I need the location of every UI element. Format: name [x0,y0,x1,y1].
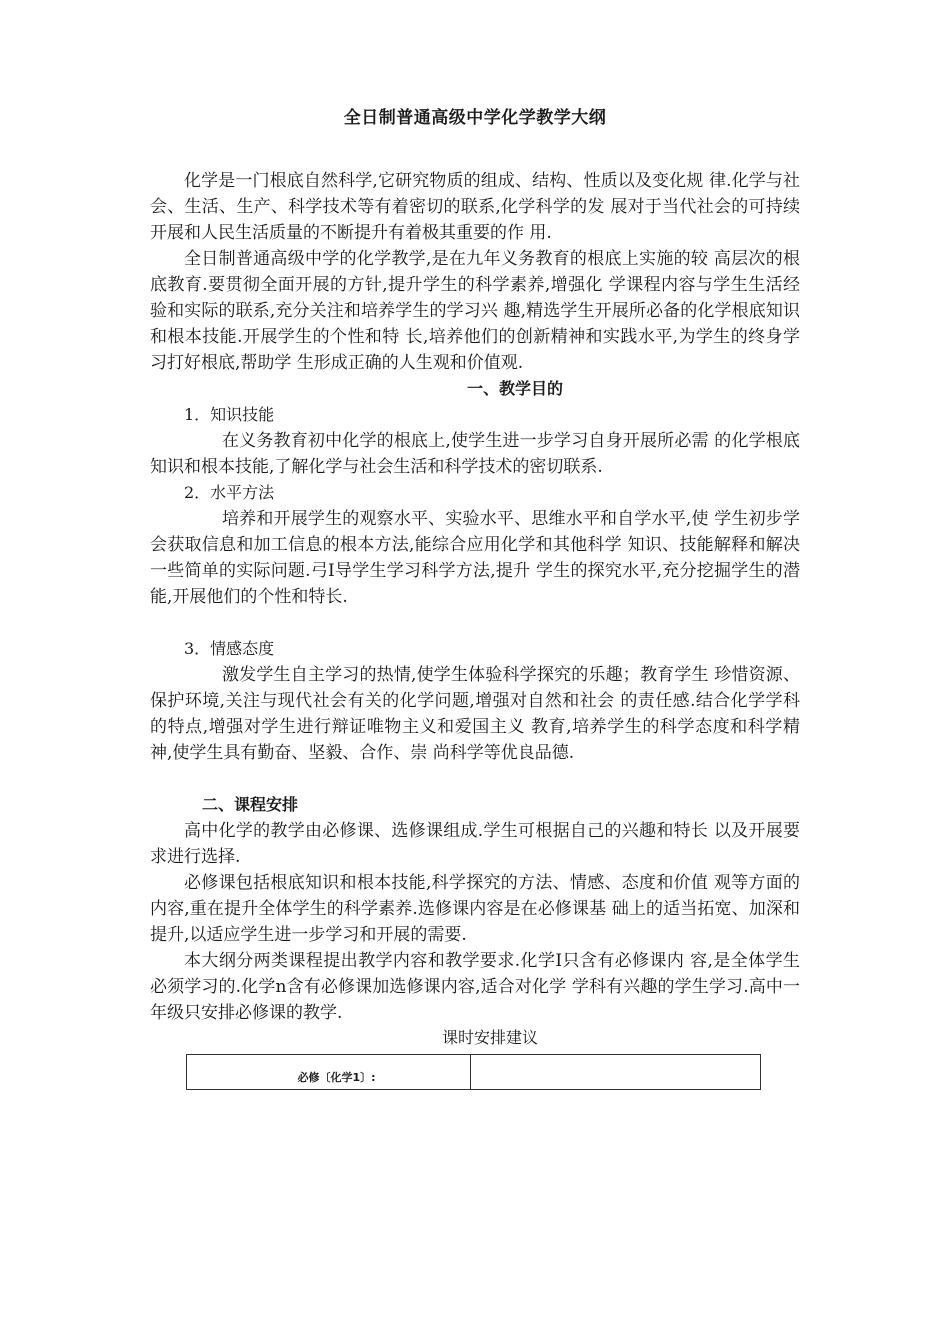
spacer [150,766,800,792]
document-title: 全日制普通高级中学化学教学大纲 [343,108,607,128]
paragraph-emotion-attitude: 激发学生自主学习的热情,使学生体验科学探究的乐趣；教育学生 珍惜资源、保护环境,关注与现代社会有关的化学问题,增强对自然和社会 的责任感.结合化学学科的特点,增强对学生进行辩证唯物主义和爱国主义 教育,培养学生的科学态度和科学精神,使学生具有勤奋、坚毅、合作、崇 尚科学等优良品德. [150,665,800,763]
spacer [150,610,800,636]
paragraph-knowledge-skills: 在义务教育初中化学的根底上,使学生进一步学习自身开展所必需 的化学根底知识和根本技能,了解化学与社会生活和科学技术的密切联系. [150,431,800,477]
course-paragraph-1: 高中化学的教学由必修课、选修课组成.学生可根据自己的兴趣和特长 以及开展要求进行选择. [150,821,800,867]
intro-paragraph-1: 化学是一门根底自然科学,它研究物质的组成、结构、性质以及变化规 律.化学与社会、生活、生产、科学技术等有着密切的联系,化学科学的发 展对于当代社会的可持续开展和人民生活质量的不断提升有着极其重要的作 用. [150,171,800,243]
table-cell [471,1055,761,1090]
section-heading-teaching-goals: 一、教学目的 [466,379,563,398]
section-heading-course-arrangement: 二、课程安排 [202,795,299,814]
subheading-knowledge-skills: 1．知识技能 [184,405,275,424]
course-paragraph-3: 本大纲分两类课程提出教学内容和教学要求.化学I只含有必修课内 容,是全体学生必须学习的.化学n含有必修课加选修课内容,适合对化学 学科有兴趣的学生学习.高中一年级只安排必修课的教学. [150,951,800,1023]
table-row [187,1055,761,1090]
document-body [150,168,800,1050]
subheading-ability-methods: 2．水平方法 [184,483,275,502]
course-paragraph-2: 必修课包括根底知识和根本技能,科学探究的方法、情感、态度和价值 观等方面的内容,重在提升全体学生的科学素养.选修课内容是在必修课基 础上的适当拓宽、加深和提升,以适应学生进一步学习和开展的需要. [150,873,800,945]
schedule-table [186,1054,761,1090]
table-caption: 课时安排建议 [441,1028,538,1047]
subheading-emotion-attitude: 3．情感态度 [184,639,275,658]
table-cell-text: 必修〔化学1〕: [297,1071,376,1084]
intro-paragraph-2: 全日制普通高级中学的化学教学,是在九年义务教育的根底上实施的较 高层次的根底教育.要贯彻全面开展的方针,提升学生的科学素养,增强化 学课程内容与学生生活经验和实际的联系,充分关注和培养学生的学习兴 趣,精选学生开展所必备的化学根底知识和根本技能.开展学生的个性和特 长,培养他们的创新精神和实践水平,为学生的终身学习打好根底,帮助学 生形成正确的人生观和价值观. [150,249,800,373]
paragraph-ability-methods: 培养和开展学生的观察水平、实验水平、思维水平和自学水平,使 学生初步学会获取信息和加工信息的根本方法,能综合应用化学和其他科学 知识、技能解释和解决一些简单的实际问题.弓I导学生学习科学方法,提升 学生的探究水平,充分挖掘学生的潜能,开展他们的个性和特长. [150,509,800,607]
table-cell [187,1055,471,1090]
